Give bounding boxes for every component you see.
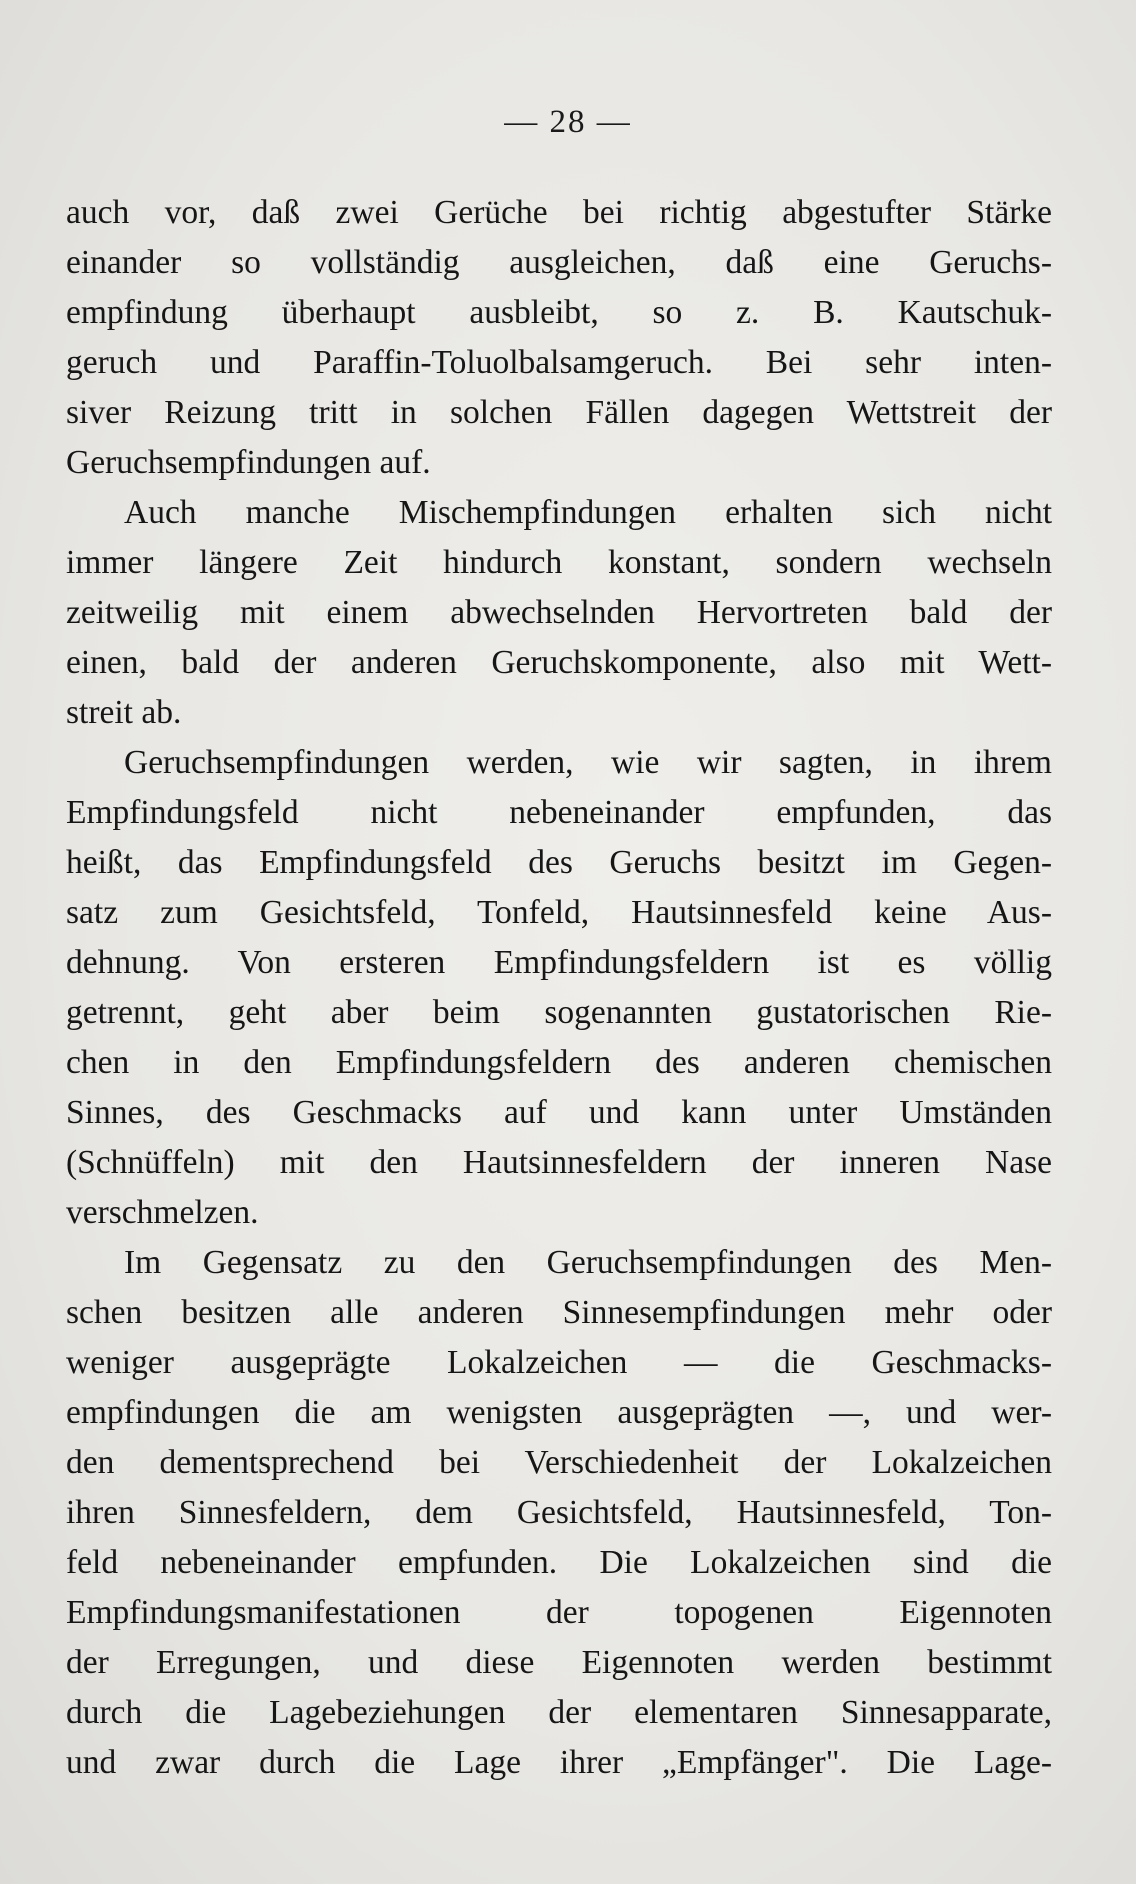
text-line: Sinnes, des Geschmacks auf und kann unter Umständen (66, 1094, 1052, 1131)
page-number: — 28 — (504, 104, 632, 140)
text-line: (Schnüffeln) mit den Hautsinnesfeldern der inneren Nase (66, 1144, 1052, 1181)
text-line: auch vor, daß zwei Gerüche bei richtig abgestufter Stärke (66, 194, 1052, 231)
paragraph (66, 488, 1052, 738)
text-line: der Erregungen, und diese Eigennoten werden bestimmt (66, 1644, 1052, 1681)
text-line: zeitweilig mit einem abwechselnden Hervortreten bald der (66, 594, 1052, 631)
text-line: durch die Lagebeziehungen der elementaren Sinnesapparate, (66, 1694, 1052, 1731)
text-line: geruch und Paraffin-Toluolbalsamgeruch. Bei sehr inten- (66, 344, 1052, 381)
text-line: weniger ausgeprägte Lokalzeichen — die Geschmacks- (66, 1344, 1052, 1381)
text-line: getrennt, geht aber beim sogenannten gustatorischen Rie- (66, 994, 1052, 1031)
text-line: verschmelzen. (66, 1194, 259, 1231)
text-line: feld nebeneinander empfunden. Die Lokalzeichen sind die (66, 1544, 1052, 1581)
text-line: Auch manche Mischempfindungen erhalten sich nicht (124, 494, 1052, 531)
paragraph (66, 188, 1052, 488)
text-line: empfindung überhaupt ausbleibt, so z. B. Kautschuk- (66, 294, 1052, 331)
text-line: streit ab. (66, 694, 182, 731)
text-line: ihren Sinnesfeldern, dem Gesichtsfeld, Hautsinnesfeld, Ton- (66, 1494, 1052, 1531)
text-line: Empfindungsfeld nicht nebeneinander empfunden, das (66, 794, 1052, 831)
text-line: heißt, das Empfindungsfeld des Geruchs besitzt im Gegen- (66, 844, 1052, 881)
text-line: satz zum Gesichtsfeld, Tonfeld, Hautsinnesfeld keine Aus- (66, 894, 1052, 931)
body-text (66, 188, 1052, 1788)
text-line: schen besitzen alle anderen Sinnesempfindungen mehr oder (66, 1294, 1052, 1331)
text-line: den dementsprechend bei Verschiedenheit der Lokalzeichen (66, 1444, 1052, 1481)
text-line: einander so vollständig ausgleichen, daß eine Geruchs- (66, 244, 1052, 281)
paragraph (66, 1238, 1052, 1788)
text-line: immer längere Zeit hindurch konstant, sondern wechseln (66, 544, 1052, 581)
text-line: empfindungen die am wenigsten ausgeprägten —, und wer- (66, 1394, 1052, 1431)
text-line: dehnung. Von ersteren Empfindungsfeldern ist es völlig (66, 944, 1052, 981)
text-line: Im Gegensatz zu den Geruchsempfindungen des Men- (124, 1244, 1052, 1281)
paragraph (66, 738, 1052, 1238)
text-line: Geruchsempfindungen werden, wie wir sagten, in ihrem (124, 744, 1052, 781)
text-line: chen in den Empfindungsfeldern des anderen chemischen (66, 1044, 1052, 1081)
text-line: einen, bald der anderen Geruchskomponente, also mit Wett- (66, 644, 1052, 681)
text-line: Geruchsempfindungen auf. (66, 444, 431, 481)
text-line: Empfindungsmanifestationen der topogenen Eigennoten (66, 1594, 1052, 1631)
text-line: und zwar durch die Lage ihrer „Empfänger". Die Lage- (66, 1744, 1052, 1781)
text-line: siver Reizung tritt in solchen Fällen dagegen Wettstreit der (66, 394, 1052, 431)
